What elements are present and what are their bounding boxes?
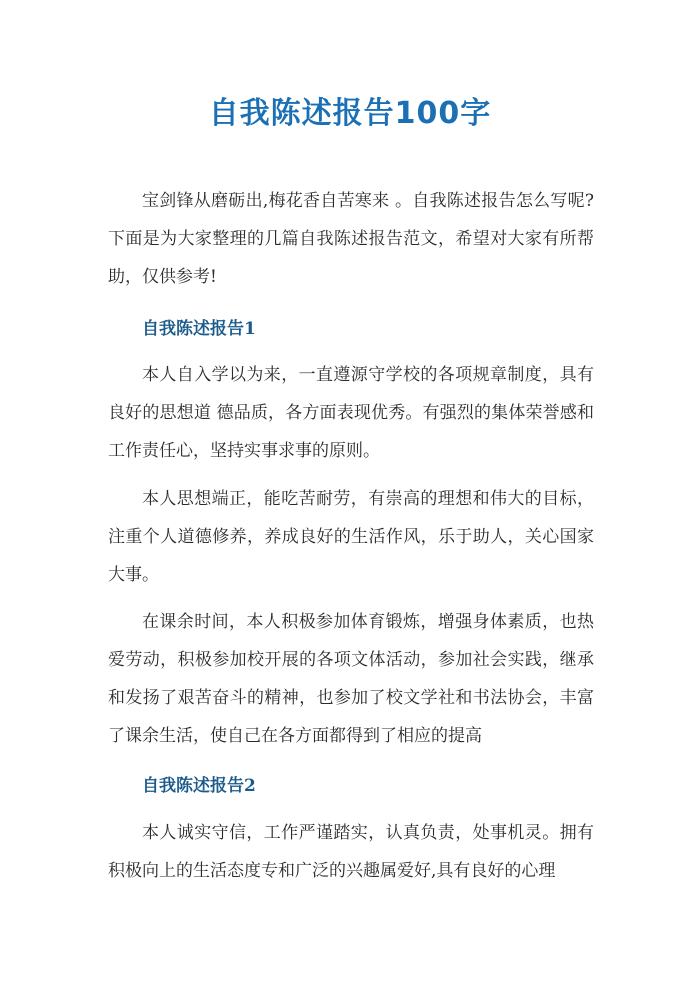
intro-paragraph: 宝剑锋从磨砺出,梅花香自苦寒来 。自我陈述报告怎么写呢?下面是为大家整理的几篇自我陈述报告范文，希望对大家有所帮助，仅供参考! xyxy=(108,191,594,287)
section-heading-2: 自我陈述报告2 xyxy=(142,776,256,796)
section-1-paragraph-2: 本人思想端正，能吃苦耐劳，有崇高的理想和伟大的目标，注重个人道德修养，养成良好的生活作风，乐于助人，关心国家大事。 xyxy=(108,489,594,585)
section-heading-1: 自我陈述报告1 xyxy=(142,319,256,339)
section-1-paragraph-1: 本人自入学以为来，一直遵源守学校的各项规章制度，具有良好的思想道 德品质，各方面表现优秀。有强烈的集体荣誉感和工作责任心，坚持实事求事的原则。 xyxy=(108,365,594,461)
document-title: 自我陈述报告100字 xyxy=(208,96,492,131)
section-2-paragraph-1: 本人诚实守信，工作严谨踏实，认真负责，处事机灵。拥有积极向上的生活态度专和广泛的兴趣属爱好,具有良好的心理 xyxy=(108,823,594,881)
section-1-paragraph-3: 在课余时间，本人积极参加体育锻炼，增强身体素质，也热爱劳动，积极参加校开展的各项文体活动，参加社会实践，继承和发扬了艰苦奋斗的精神，也参加了校文学社和书法协会，丰富了课余生活，使自己在各方面都得到了相应的提高 xyxy=(108,612,594,746)
